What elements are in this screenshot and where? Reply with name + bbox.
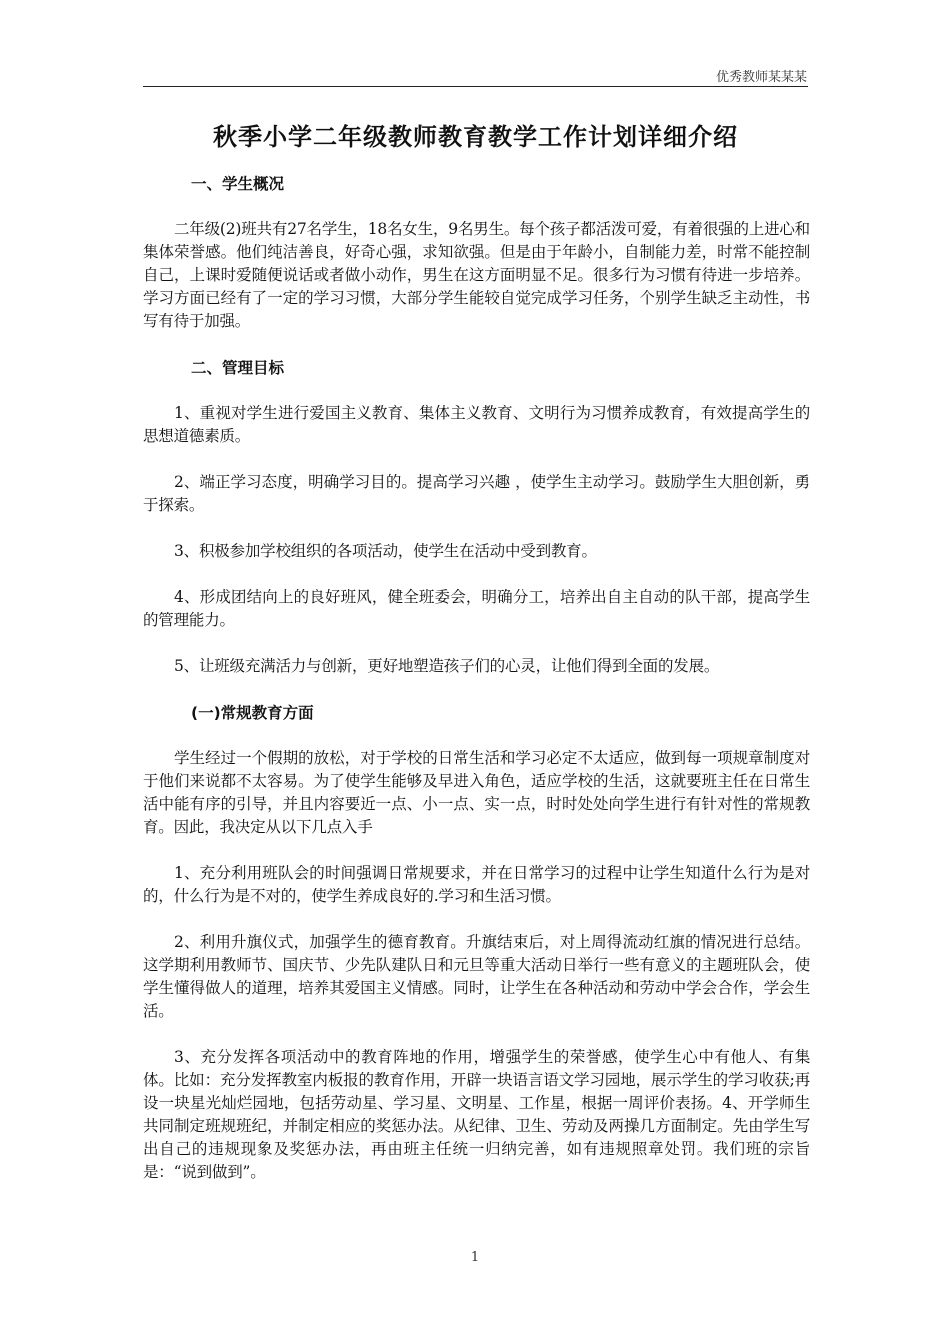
paragraph-goal-1: 1、重视对学生进行爱国主义教育、集体主义教育、文明行为习惯养成教育，有效提高学生的思想道德素质。 bbox=[143, 404, 810, 445]
page-header-author: 优秀教师某某某 bbox=[715, 70, 807, 85]
paragraph-student-overview: 二年级(2)班共有27名学生，18名女生，9名男生。每个孩子都活泼可爱，有着很强的上进心和集体荣誉感。他们纯洁善良，好奇心强，求知欲强。但是由于年龄小，自制能力差，时常不能控制自己，上课时爱随便说话或者做小动作，男生在这方面明显不足。很多行为习惯有待进一步培养。学习方面已经有了一定的学习习惯，大部分学生能较自觉完成学习任务，个别学生缺乏主动性，书写有待于加强。 bbox=[143, 220, 810, 330]
page-number: 1 bbox=[470, 1250, 480, 1265]
section-heading-routine-education: (一)常规教育方面 bbox=[191, 704, 314, 722]
paragraph-goal-3: 3、积极参加学校组织的各项活动，使学生在活动中受到教育。 bbox=[174, 542, 597, 560]
section-heading-student-overview: 一、学生概况 bbox=[191, 175, 285, 193]
paragraph-goal-5: 5、让班级充满活力与创新，更好地塑造孩子们的心灵，让他们得到全面的发展。 bbox=[174, 657, 720, 675]
paragraph-goal-4: 4、形成团结向上的良好班风，健全班委会，明确分工，培养出自主自动的队干部，提高学生的管理能力。 bbox=[143, 588, 810, 629]
paragraph-routine-3: 3、充分发挥各项活动中的教育阵地的作用，增强学生的荣誉感，使学生心中有他人、有集体。比如：充分发挥教室内板报的教育作用，开辟一块语言语文学习园地，展示学生的学习收获;再设一块星光灿烂园地，包括劳动星、学习星、文明星、工作星，根据一周评价表扬。4、开学师生共同制定班规班纪，并制定相应的奖惩办法。从纪律、卫生、劳动及两操几方面制定。先由学生写出自己的违规现象及奖惩办法，再由班主任统一归纳完善，如有违规照章处罚。我们班的宗旨是：“说到做到”。 bbox=[143, 1048, 810, 1181]
paragraph-routine-2: 2、利用升旗仪式，加强学生的德育教育。升旗结束后，对上周得流动红旗的情况进行总结。这学期利用教师节、国庆节、少先队建队日和元旦等重大活动日举行一些有意义的主题班队会，使学生懂得做人的道理，培养其爱国主义情感。同时，让学生在各种活动和劳动中学会合作，学会生活。 bbox=[143, 933, 810, 1020]
paragraph-routine-intro: 学生经过一个假期的放松，对于学校的日常生活和学习必定不太适应，做到每一项规章制度对于他们来说都不太容易。为了使学生能够及早进入角色，适应学校的生活，这就要班主任在日常生活中能有序的引导，并且内容要近一点、小一点、实一点，时时处处向学生进行有针对性的常规教育。因此，我决定从以下几点入手 bbox=[143, 749, 810, 836]
paragraph-routine-1: 1、充分利用班队会的时间强调日常规要求，并在日常学习的过程中让学生知道什么行为是对的，什么行为是不对的，使学生养成良好的.学习和生活习惯。 bbox=[143, 864, 810, 905]
section-heading-management-goals: 二、管理目标 bbox=[191, 359, 285, 377]
header-divider bbox=[143, 86, 808, 87]
paragraph-goal-2: 2、端正学习态度，明确学习目的。提高学习兴趣 ，使学生主动学习。鼓励学生大胆创新，勇于探索。 bbox=[143, 473, 810, 514]
document-title: 秋季小学二年级教师教育教学工作计划详细介绍 bbox=[213, 123, 738, 151]
document-body bbox=[143, 172, 810, 1207]
